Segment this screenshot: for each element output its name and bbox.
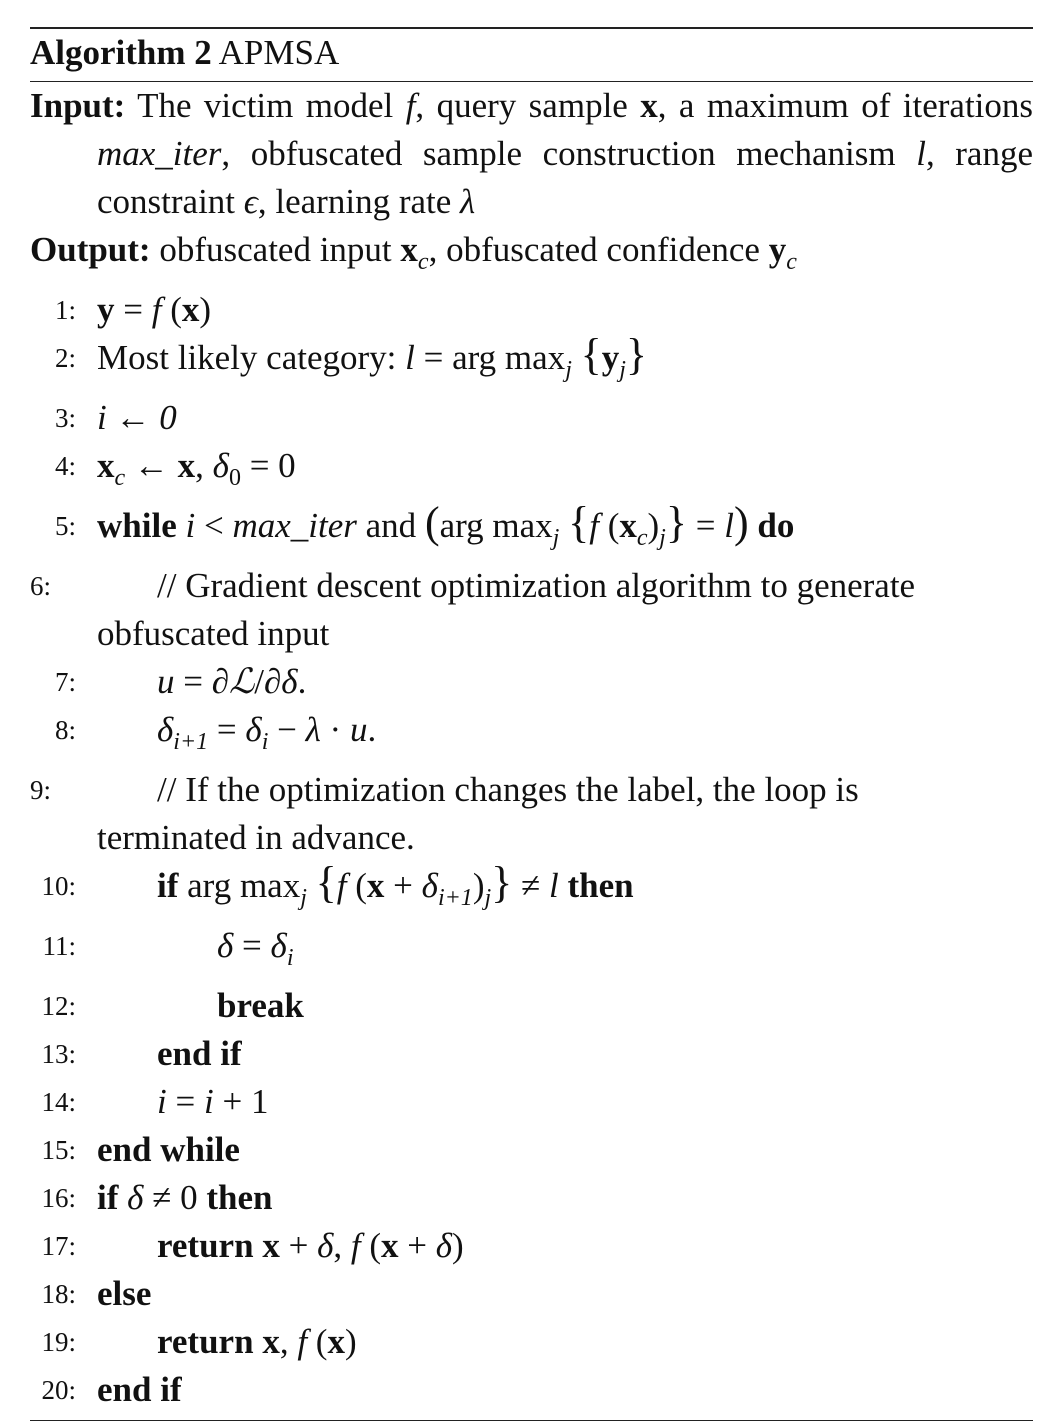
algorithm-caption bbox=[30, 29, 1033, 81]
algo-line-18 bbox=[30, 1270, 1033, 1318]
algorithm-label: Algorithm 2 bbox=[30, 33, 212, 72]
keyword-return: return bbox=[157, 1322, 254, 1361]
keyword-do: do bbox=[757, 506, 795, 545]
line-9-continuation: terminated in advance. bbox=[97, 818, 415, 857]
algorithm-block bbox=[30, 27, 1033, 1421]
line-number: 19: bbox=[41, 1327, 76, 1357]
keyword-if: if bbox=[97, 1178, 119, 1217]
keyword-else: else bbox=[97, 1274, 152, 1313]
algo-line-20 bbox=[30, 1366, 1033, 1414]
keyword-and: and bbox=[365, 506, 417, 545]
algo-line-3: 3: i ← 0 bbox=[30, 394, 1033, 442]
algo-line-17: 17: return x + δ, f (x + δ) bbox=[30, 1222, 1033, 1270]
line-number: 6: bbox=[30, 571, 52, 601]
line-number: 10: bbox=[41, 871, 76, 901]
line-number: 2: bbox=[54, 343, 76, 373]
line-number: 13: bbox=[41, 1039, 76, 1069]
algo-line-7: 7: u = ∂ℒ/∂δ. bbox=[30, 658, 1033, 706]
algo-line-11: 11: $\delta = \delta_i$ bbox=[30, 922, 1033, 982]
keyword-while: while bbox=[97, 506, 177, 545]
line-number: 9: bbox=[30, 775, 52, 805]
algo-line-5: 5: while i < max_iter and (arg $\max_j \{f$ $(x_c)_j\} = l$) do bbox=[30, 502, 1033, 562]
line-number: 5: bbox=[54, 511, 76, 541]
line-number: 16: bbox=[41, 1183, 76, 1213]
output-text: obfuscated input $x_c$, obfuscated confidence $y_c$ bbox=[159, 230, 797, 275]
keyword-then: then bbox=[206, 1178, 273, 1217]
line-number: 4: bbox=[54, 451, 76, 481]
line-number: 17: bbox=[41, 1231, 76, 1261]
line-number: 8: bbox=[54, 715, 76, 745]
line-number: 12: bbox=[41, 991, 76, 1021]
input-text: The victim model f, query sample x, a maximum of iterations max_iter, obfuscated sample construction mechanism l, range constraint ϵ, learning rate λ bbox=[97, 86, 1034, 221]
output-spec bbox=[30, 226, 1033, 286]
line-number: 3: bbox=[54, 403, 76, 433]
line-number: 11: bbox=[42, 931, 76, 961]
algo-line-1: 1: y = f (x) bbox=[30, 286, 1033, 334]
algo-line-13 bbox=[30, 1030, 1033, 1078]
algo-line-9 bbox=[30, 766, 1033, 862]
algo-line-10: 10: if arg $\max_j \{f$ $(x + \delta_{i+1})_j\} \ne l$ then bbox=[30, 862, 1033, 922]
line-number: 18: bbox=[41, 1279, 76, 1309]
algo-line-6 bbox=[30, 562, 1033, 658]
input-label: Input: bbox=[30, 86, 126, 125]
algo-line-2: 2: Most likely category: l = arg $\max_j \{y_j\}$ bbox=[30, 334, 1033, 394]
keyword-if: if bbox=[157, 866, 179, 905]
line-6-comment: // Gradient descent optimization algorithm to generate bbox=[157, 566, 916, 605]
line-number: 20: bbox=[41, 1375, 76, 1405]
algo-line-8: 8: $\delta_{i+1} = \delta_i - \lambda \cdot u$. bbox=[30, 706, 1033, 766]
keyword-end-if: end if bbox=[97, 1370, 182, 1409]
algo-line-12 bbox=[30, 982, 1033, 1030]
keyword-end-if: end if bbox=[157, 1034, 242, 1073]
keyword-return: return bbox=[157, 1226, 254, 1265]
line-number: 15: bbox=[41, 1135, 76, 1165]
algo-line-15 bbox=[30, 1126, 1033, 1174]
line-9-comment: // If the optimization changes the label, the loop is bbox=[157, 770, 859, 809]
input-spec bbox=[30, 82, 1033, 226]
line-2-prefix: Most likely category: bbox=[97, 338, 397, 377]
keyword-then: then bbox=[567, 866, 634, 905]
line-number: 14: bbox=[41, 1087, 76, 1117]
algo-line-14: 14: i = i + 1 bbox=[30, 1078, 1033, 1126]
algo-line-4: 4: $x_c$ ← x, $\delta_0 = 0$ bbox=[30, 442, 1033, 502]
line-number: 7: bbox=[54, 667, 76, 697]
keyword-break: break bbox=[217, 986, 304, 1025]
algorithm-name: APMSA bbox=[218, 33, 340, 72]
algo-line-19: 19: return x, f (x) bbox=[30, 1318, 1033, 1366]
algo-line-16: 16: if δ ≠ 0 then bbox=[30, 1174, 1033, 1222]
output-label: Output: bbox=[30, 230, 151, 269]
keyword-end-while: end while bbox=[97, 1130, 240, 1169]
line-number: 1: bbox=[54, 295, 76, 325]
line-6-continuation: obfuscated input bbox=[97, 614, 330, 653]
